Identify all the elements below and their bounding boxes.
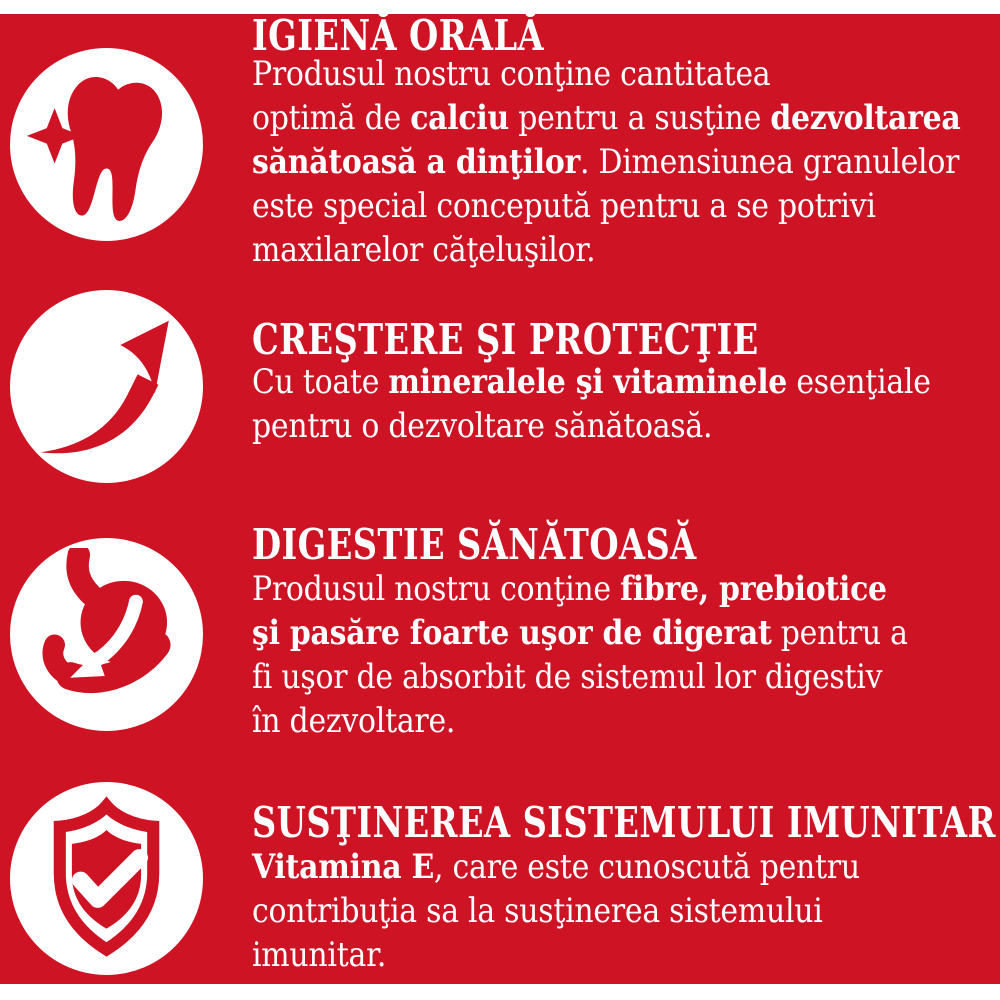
body-line: sănătoasă a dinţilor. Dimensiunea granulelor xyxy=(252,142,960,182)
growth-arrow-icon xyxy=(20,300,193,473)
icon-circle-oral-hygiene xyxy=(10,48,203,241)
body-line: contribuţia sa la susţinerea sistemului xyxy=(252,891,823,931)
section-body-immune xyxy=(252,845,860,977)
body-line: maxilarelor căţeluşilor. xyxy=(252,230,596,270)
icon-circle-immune xyxy=(10,782,203,975)
stomach-digestion-icon xyxy=(20,548,193,721)
section-title-immune: SUSŢINEREA SISTEMULUI IMUNITAR xyxy=(252,798,996,847)
section-title-growth: CREŞTERE ŞI PROTECŢIE xyxy=(252,315,759,364)
body-line: şi pasăre foarte uşor de digerat pentru a xyxy=(252,613,908,653)
body-line: fi uşor de absorbit de sistemul lor digestiv xyxy=(252,657,883,697)
body-line: Produsul nostru conţine fibre, prebiotice xyxy=(252,569,887,609)
section-body-oral-hygiene xyxy=(252,52,961,272)
section-title-digestion: DIGESTIE SĂNĂTOASĂ xyxy=(252,520,697,569)
shield-check-icon xyxy=(20,792,193,965)
icon-circle-growth xyxy=(10,290,203,483)
body-line: Produsul nostru conţine cantitatea xyxy=(252,54,771,94)
body-line: pentru o dezvoltare sănătoasă. xyxy=(252,406,713,446)
section-title-oral-hygiene: IGIENĂ ORALĂ xyxy=(252,11,544,60)
tooth-sparkle-icon xyxy=(20,58,193,231)
section-body-growth xyxy=(252,360,931,448)
body-line: Cu toate mineralele şi vitaminele esenţiale xyxy=(252,362,931,402)
body-line: imunitar. xyxy=(252,935,387,975)
icon-circle-digestion xyxy=(10,538,203,731)
body-line: Vitamina E, care este cunoscută pentru xyxy=(252,847,860,887)
body-line: în dezvoltare. xyxy=(252,701,456,741)
section-body-digestion xyxy=(252,567,908,743)
body-line: este special concepută pentru a se potrivi xyxy=(252,186,876,226)
body-line: optimă de calciu pentru a susţine dezvoltarea xyxy=(252,98,961,138)
